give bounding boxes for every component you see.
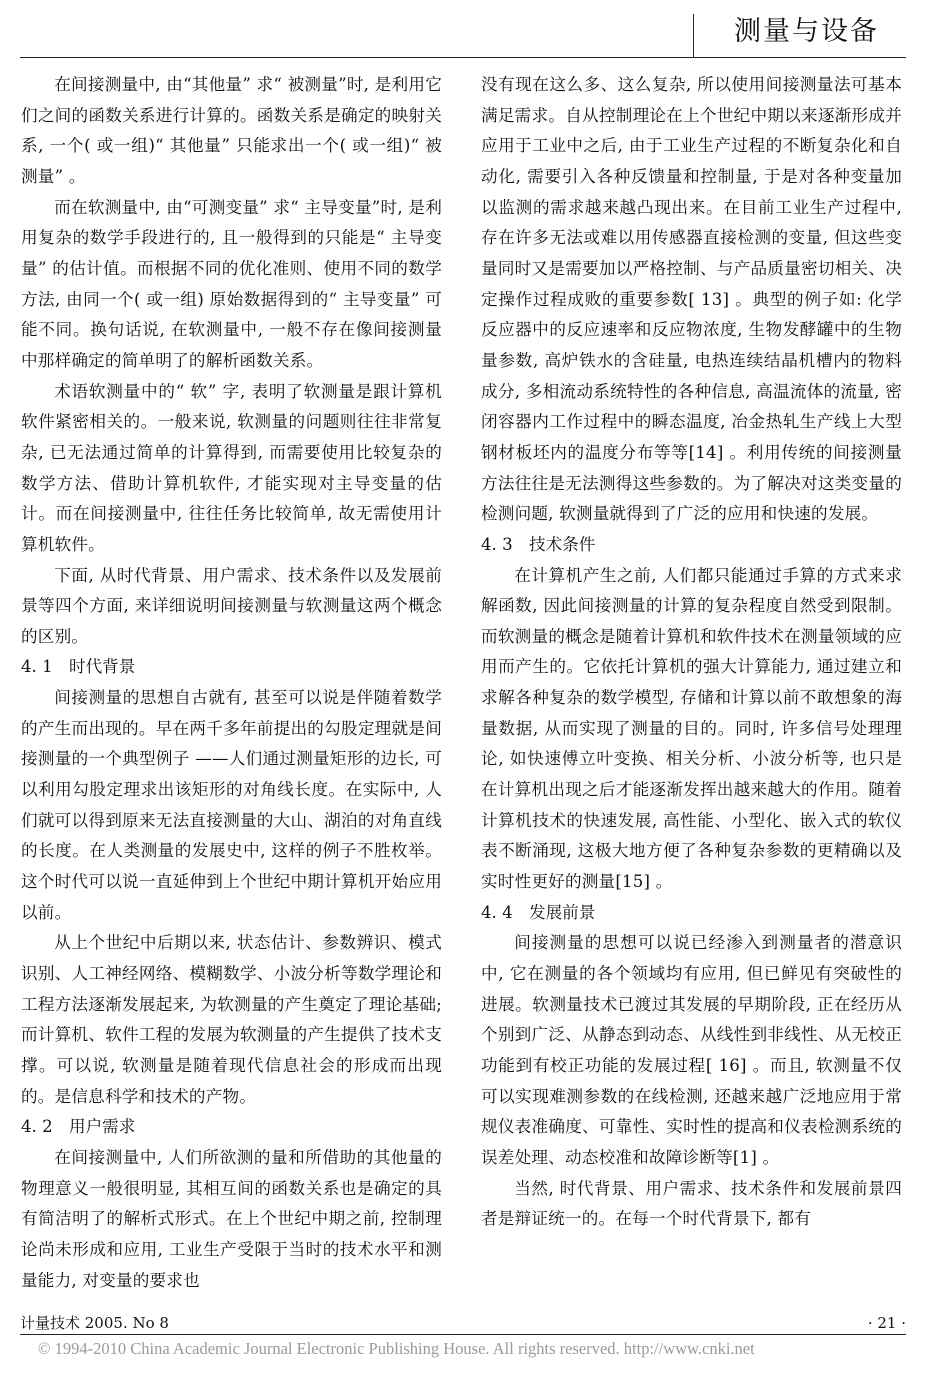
- running-header-title: 测量与设备: [734, 16, 879, 47]
- section-heading: [481, 898, 902, 929]
- journal-issue: 计量技术 2005. No 8: [20, 1314, 169, 1332]
- paragraph: 间接测量的思想可以说已经渗入到测量者的潜意识中, 它在测量的各个领域均有应用, 但已鲜见有突破性的进展。软测量技术已渡过其发展的早期阶段, 正在经历从个别到广泛、从静态到动态、从线性到非线性、从无校正功能到有校正功能的发展过程[ 16] 。而且, 软测量不仅可以实现难测参数的在线检测, 还越来越广泛地应用于常规仪表准确度、可靠性、实时性的提高和仪表检测系统的误差处理、动态校准和故障诊断等[1] 。: [481, 933, 902, 1167]
- left-column: [21, 70, 442, 1300]
- section-title: 技术条件: [529, 534, 596, 554]
- section-number: 4. 2: [21, 1117, 53, 1137]
- section-number: 4. 4: [481, 902, 513, 922]
- right-column: [481, 70, 902, 1300]
- paragraph: 在间接测量中, 由“其他量” 求“ 被测量”时, 是利用它们之间的函数关系进行计算的。函数关系是确定的映射关系, 一个( 或一组)“ 其他量” 只能求出一个( 或一组)“ 被测量” 。: [21, 75, 442, 186]
- section-heading: [21, 1112, 442, 1143]
- section-number: 4. 1: [21, 657, 53, 677]
- paragraph: 在计算机产生之前, 人们都只能通过手算的方式来求解函数, 因此间接测量的计算的复杂程度自然受到限制。而软测量的概念是随着计算机和软件技术在测量领域的应用而产生的。它依托计算机的强大计算能力, 通过建立和求解各种复杂的数学模型, 存储和计算以前不敢想象的海量数据, 从而实现了测量的目的。同时, 许多信号处理理论, 如快速傅立叶变换、相关分析、小波分析等, 也只是在计算机出现之后才能逐渐发挥出越来越大的作用。随着计算机技术的快速发展, 高性能、小型化、嵌入式的软仪表不断涌现, 这极大地方便了各种复杂参数的更精确以及实时性更好的测量[15] 。: [481, 565, 902, 892]
- section-title: 发展前景: [529, 902, 596, 922]
- footer-rule: [20, 1334, 906, 1335]
- paragraph: 下面, 从时代背景、用户需求、技术条件以及发展前景等四个方面, 来详细说明间接测量与软测量这两个概念的区别。: [21, 565, 442, 646]
- paragraph: 在间接测量中, 人们所欲测的量和所借助的其他量的物理意义一般很明显, 其相互间的函数关系也是确定的具有简洁明了的解析式形式。在上个世纪中期之前, 控制理论尚未形成和应用, 工业生产受限于当时的技术水平和测量能力, 对变量的要求也: [21, 1147, 442, 1290]
- paragraph: 间接测量的思想自古就有, 甚至可以说是伴随着数学的产生而出现的。早在两千多年前提出的勾股定理就是间接测量的一个典型例子 ——人们通过测量矩形的边长, 可以利用勾股定理求出该矩形的对角线长度。在实际中, 人们就可以得到原来无法直接测量的大山、湖泊的对角直线的长度。在人类测量的发展史中, 这样的例子不胜枚举。这个时代可以说一直延伸到上个世纪中期计算机开始应用以前。: [21, 688, 442, 922]
- section-heading: [481, 530, 902, 561]
- section-title: 用户需求: [69, 1117, 136, 1137]
- page-number: · 21 ·: [867, 1314, 906, 1332]
- header-rule: [20, 57, 906, 58]
- paragraph: 从上个世纪中后期以来, 状态估计、参数辨识、模式识别、人工神经网络、模糊数学、小波分析等数学理论和工程方法逐渐发展起来, 为软测量的产生奠定了理论基础; 而计算机、软件工程的发展为软测量的产生提供了技术支撑。可以说, 软测量是随着现代信息社会的形成而出现的。是信息科学和技术的产物。: [21, 933, 442, 1106]
- paragraph-continued: 没有现在这么多、这么复杂, 所以使用间接测量法可基本满足需求。自从控制理论在上个世纪中期以来逐渐形成并应用于工业中之后, 由于工业生产过程的不断复杂化和自动化, 需要引入各种反馈量和控制量, 于是对各种变量加以监测的需求越来越凸现出来。在目前工业生产过程中, 存在许多无法或难以用传感器直接检测的变量, 但这些变量同时又是需要加以严格控制、与产品质量密切相关、决定操作过程成败的重要参数[ 13] 。典型的例子如: 化学反应器中的反应速率和反应物浓度, 生物发酵罐中的生物量参数, 高炉铁水的含硅量, 电热连续结晶机槽内的物料成分, 多相流动系统特性的各种信息, 高温流体的流量, 密闭容器内工作过程中的瞬态温度, 冶金热轧生产线上大型钢材板坯内的温度分布等等[14] 。利用传统的间接测量方法往往是无法测得这些参数的。为了解决对这类变量的检测问题, 软测量就得到了广泛的应用和快速的发展。: [481, 75, 902, 524]
- paragraph: 术语软测量中的“ 软” 字, 表明了软测量是跟计算机软件紧密相关的。一般来说, 软测量的问题则往往非常复杂, 已无法通过简单的计算得到, 而需要使用比较复杂的数学方法、借助计算机软件, 才能实现对主导变量的估计。而在间接测量中, 往往任务比较简单, 故无需使用计算机软件。: [21, 381, 442, 554]
- header-divider-vertical: [693, 14, 694, 57]
- paragraph: 当然, 时代背景、用户需求、技术条件和发展前景四者是辩证统一的。在每一个时代背景下, 都有: [481, 1178, 902, 1229]
- copyright-notice: © 1994-2010 China Academic Journal Electronic Publishing House. All rights reserved. http://www.cnki.net: [38, 1339, 755, 1358]
- section-heading: [21, 652, 442, 683]
- section-title: 时代背景: [69, 657, 136, 677]
- paragraph: 而在软测量中, 由“可测变量” 求“ 主导变量”时, 是利用复杂的数学手段进行的, 且一般得到的只能是“ 主导变量” 的估计值。而根据不同的优化准则、使用不同的数学方法, 由同一个( 或一组) 原始数据得到的“ 主导变量” 可能不同。换句话说, 在软测量中, 一般不存在像间接测量中那样确定的简单明了的解析函数关系。: [21, 197, 442, 370]
- section-number: 4. 3: [481, 534, 513, 554]
